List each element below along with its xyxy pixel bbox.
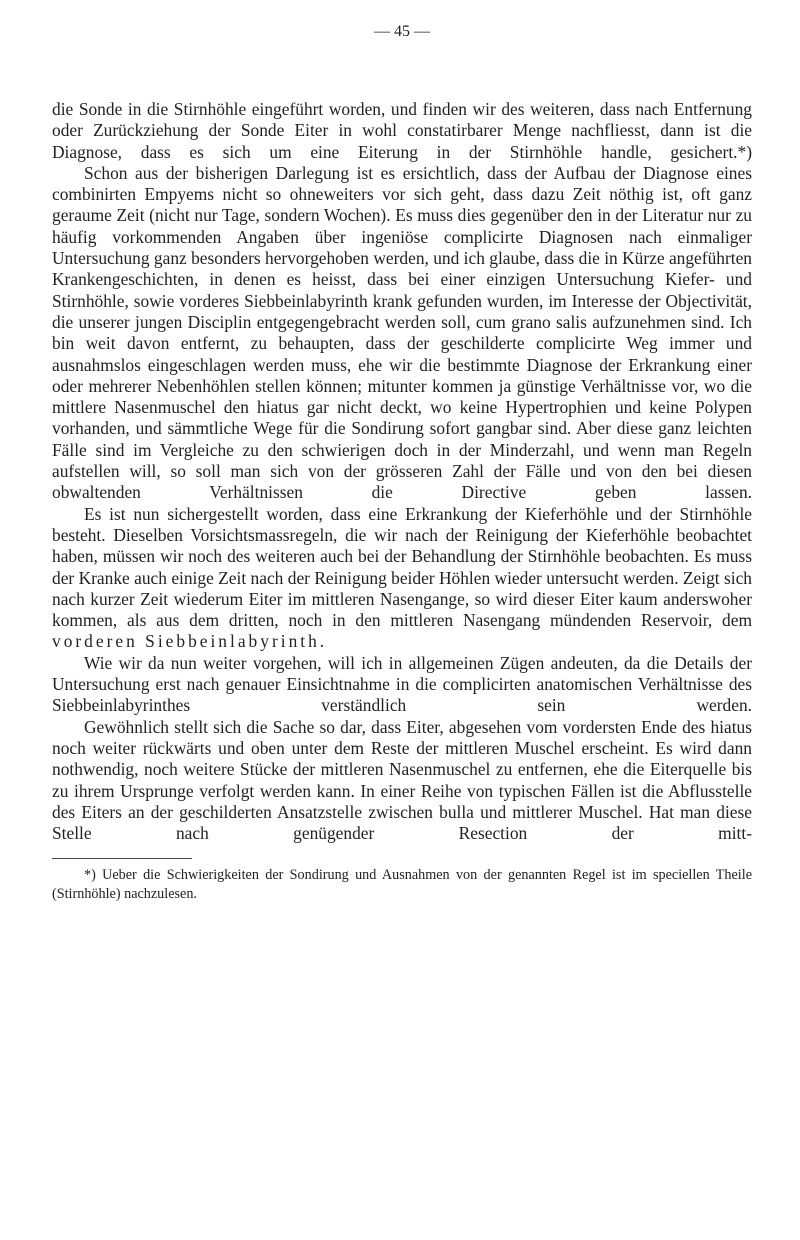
paragraph-3-end: . [319, 631, 325, 652]
paragraph-5: Gewöhnlich stellt sich die Sache so dar, dass Eiter, abgesehen vom vordersten Ende des hiatus noch weiter rückwärts und oben unter dem Reste der mittleren Muschel erscheint. Es wird dann nothwendig, noch weitere Stücke der mittleren Nasenmuschel zu entfernen, ehe die Eiterquelle bis zu ihrem Ursprunge verfolgt werden kann. In einer Reihe von typischen Fällen ist die Abflusstelle des Eiters an der geschilderten Ansatzstelle zwischen bulla und mittlerer Muschel. Hat man diese Stelle nach genügender Resection der mitt- [52, 716, 752, 844]
paragraph-3 [52, 504, 752, 653]
document-page [52, 22, 752, 903]
paragraph-1: die Sonde in die Stirnhöhle eingeführt worden, und finden wir des weiteren, dass nach Entfernung oder Zurückziehung der Sonde Eiter in wohl constatirbarer Menge nachfliesst, dann ist die Diagnose, dass es sich um eine Eiterung in der Stirnhöhle handle, gesichert.*) [52, 99, 752, 162]
footnote-divider [52, 858, 192, 859]
paragraph-4: Wie wir da nun weiter vorgehen, will ich in allgemeinen Zügen andeuten, da die Details der Untersuchung erst nach genauer Einsichtnahme in die complicirten anatomischen Verhältnisse des Siebbeinlabyrinthes verständlich sein werden. [52, 652, 752, 716]
emphasized-term: vorderen Siebbeinlabyrinth [52, 631, 320, 652]
page-number: — 45 — [374, 23, 430, 40]
paragraph-3-text: Es ist nun sichergestellt worden, dass eine Erkrankung der Kieferhöhle und der Stirnhöhle besteht. Dieselben Vorsichtsmassregeln, die wir nach der Reinigung der Kieferhöhle beobachtet haben, müssen wir noch des weiteren auch bei der Behandlung der Stirnhöhle beobachten. Es muss der Kranke auch einige Zeit nach der Reinigung beider Höhlen wieder untersucht werden. Zeigt sich nach kurzer Zeit wiederum Eiter im mittleren Nasengange, so wird dieser Eiter kaum anderswoher kommen, als aus dem dritten, noch in den mittleren Nasengang mündenden Reservoir, dem [52, 503, 752, 631]
paragraph-2: Schon aus der bisherigen Darlegung ist es ersichtlich, dass der Aufbau der Diagnose eines combinirten Empyems nicht so ohneweiters vor sich geht, dass dazu Zeit nöthig ist, oft ganz geraume Zeit (nicht nur Tage, sondern Wochen). Es muss dies gegenüber den in der Literatur nur zu häufig vorkommenden Angaben über ingeniöse complicirte Diagnosen nach einmaliger Untersuchung ganz besonders hervorgehoben werden, und ich glaube, dass die in Kürze angeführten Krankengeschichten, in denen es heisst, dass bei einer einzigen Untersuchung Kiefer- und Stirnhöhle, sowie vorderes Siebbeinlabyrinth krank gefunden wurden, im Interesse der Objectivität, die unserer jungen Disciplin entgegengebracht werden soll, cum grano salis aufzunehmen sind. Ich bin weit davon entfernt, zu behaupten, dass der geschilderte complicirte Weg immer und ausnahmslos eingeschlagen werden muss, ehe wir die bestimmte Diagnose der Erkrankung einer oder mehrerer Nebenhöhlen stellen können; mitunter kommen ja günstige Verhältnisse vor, wo die mittlere Nasenmuschel den hiatus gar nicht deckt, wo keine Hypertrophien und keine Polypen vorhanden, und sämmtliche Wege für die Sondirung sofort gangbar sind. Aber diese ganz leichten Fälle sind im Vergleiche zu den schwierigen doch in der Minderzahl, und wenn man Regeln aufstellen will, so soll man sich von der grösseren Zahl der Fälle und von den bei diesen obwaltenden Verhältnissen die Directive geben lassen. [52, 162, 752, 503]
footnote: *) Ueber die Schwierigkeiten der Sondirung und Ausnahmen von der genannten Regel ist im speciellen Theile (Stirnhöhle) nachzulesen. [52, 867, 752, 902]
